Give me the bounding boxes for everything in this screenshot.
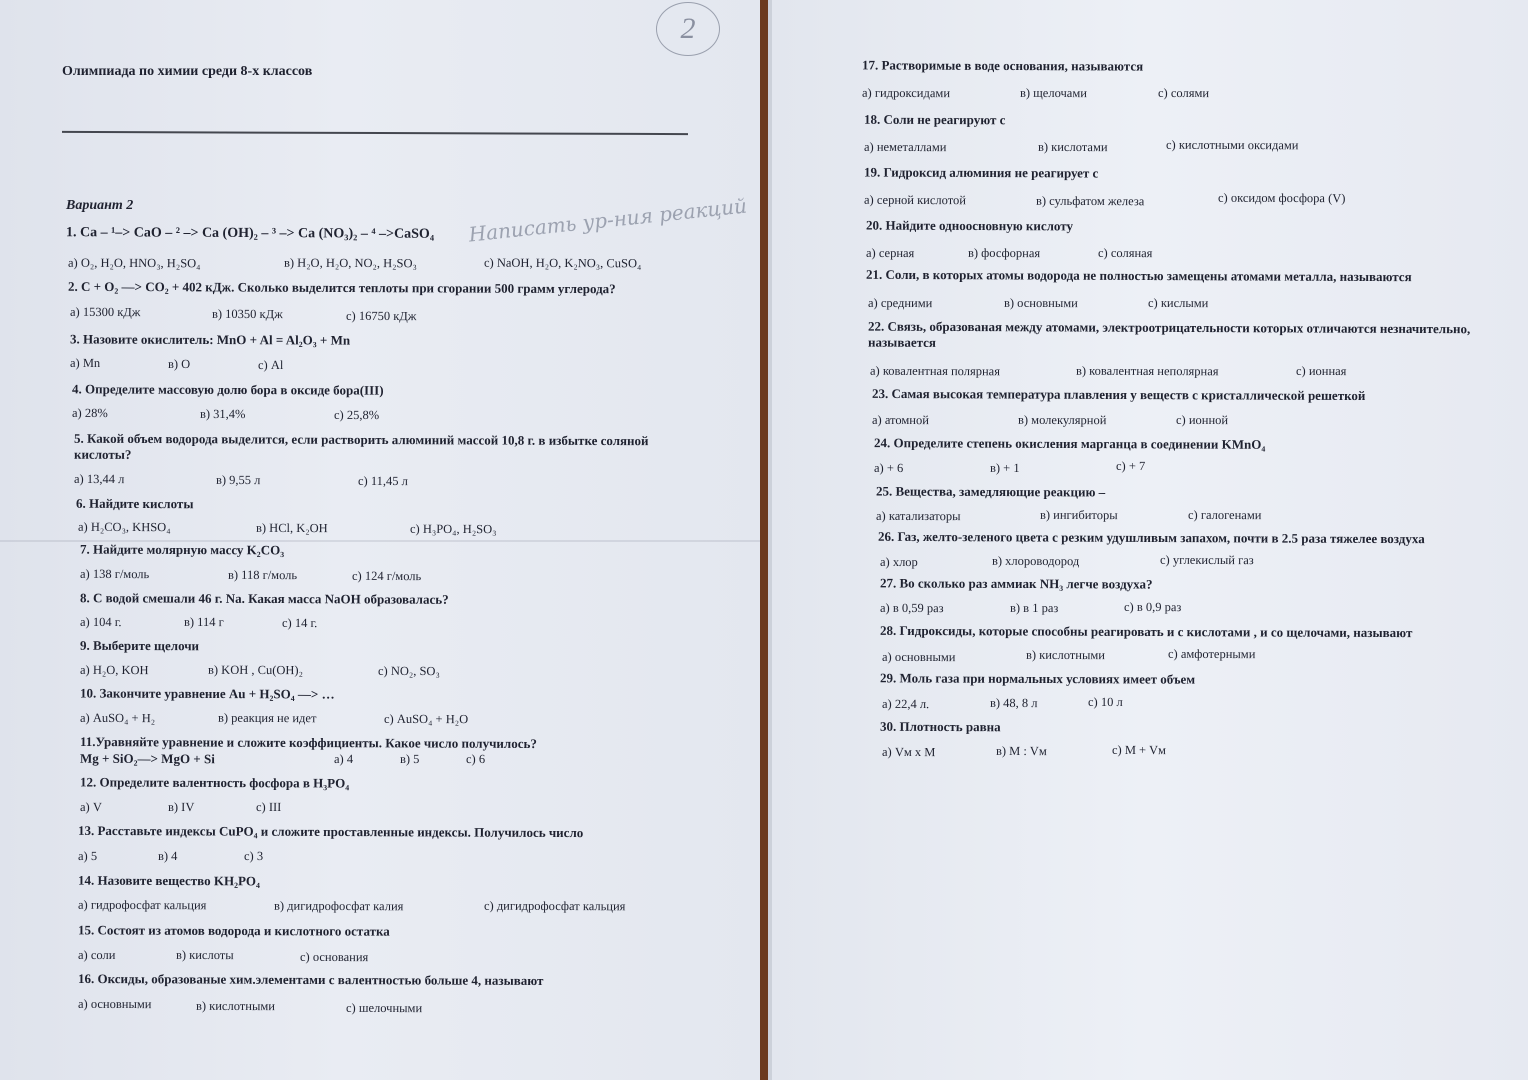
q16-option-c: с) шелочными [345, 1000, 423, 1016]
q1-option-b: в) H₂O, H₂O, NO₂, H₂SO₃ [283, 255, 417, 271]
q17-option-a: а) гидроксидами [861, 85, 951, 101]
question-10: 10. Закончите уравнение Au + H₂SO₄ —> … [79, 685, 335, 702]
q13-option-c: с) 3 [243, 848, 264, 864]
q11-option-c: с) 6 [465, 751, 486, 767]
q23-option-c: с) ионной [1175, 412, 1229, 428]
q27-option-c: с) в 0,9 раз [1123, 599, 1182, 615]
q11-option-b: в) 5 [399, 751, 420, 767]
q4-option-b: в) 31,4% [199, 406, 246, 422]
handwritten-note: Написать ур-ния реакций [467, 193, 749, 247]
question-30: 30. Плотность равна [879, 718, 1001, 735]
q2-option-c: с) 16750 кДж [345, 308, 417, 324]
q6-option-a: а) H₂CO₃, KHSO₄ [77, 519, 171, 535]
q10-option-a: а) AuSO₄ + H₂ [79, 710, 156, 726]
question-15: 15. Состоят из атомов водорода и кислотного остатка [77, 922, 390, 939]
question-3: 3. Назовите окислитель: MnO + Al = Al₂O₃ + Mn [69, 331, 351, 348]
q25-option-c: с) галогенами [1187, 507, 1262, 523]
q4-option-a: а) 28% [71, 405, 108, 421]
question-26: 26. Газ, желто-зеленого цвета с резким удушливым запахом, почти в 2.5 раза тяжелее воздуха [877, 528, 1425, 547]
right-page [768, 0, 1528, 1080]
question-27: 27. Во сколько раз аммиак NH₃ легче воздуха? [879, 575, 1153, 592]
q23-option-a: а) атомной [871, 412, 929, 428]
q1-option-a: а) O₂, H₂O, HNO₃, H₂SO₄ [67, 255, 201, 271]
q5-option-a: а) 13,44 л [73, 471, 125, 487]
q30-option-c: с) M + Vм [1111, 742, 1167, 758]
q18-option-c: с) кислотными оксидами [1165, 137, 1299, 153]
q19-option-a: а) серной кислотой [863, 192, 967, 208]
paper-edge [768, 0, 772, 1080]
q22-option-c: с) ионная [1295, 363, 1347, 379]
q12-option-c: с) III [255, 799, 282, 815]
q30-option-a: а) Vм x M [881, 744, 936, 760]
q9-option-a: а) H₂O, KOH [79, 662, 149, 678]
q14-option-c: с) дигидрофосфат кальция [483, 898, 626, 914]
q7-option-a: а) 138 г/моль [79, 566, 150, 582]
question-8: 8. С водой смешали 46 г. Na. Какая масса NaOH образовалась? [79, 590, 449, 607]
question-16: 16. Оксиды, образованые хим.элементами с валентностью больше 4, называют [77, 970, 544, 989]
q29-option-b: в) 48, 8 л [989, 695, 1038, 711]
q3-option-c: с) Al [257, 357, 284, 373]
q24-option-b: в) + 1 [989, 460, 1020, 476]
name-line [62, 131, 688, 135]
left-page [0, 0, 760, 1080]
question-11: 11.Уравняйте уравнение и сложите коэффициенты. Какое число получилось? [79, 734, 537, 751]
q15-option-c: с) основания [299, 949, 369, 965]
q14-option-a: а) гидрофосфат кальция [77, 897, 207, 913]
q3-option-a: а) Mn [69, 355, 101, 371]
q17-option-b: в) щелочами [1019, 85, 1088, 101]
q13-option-b: в) 4 [157, 848, 178, 864]
q14-option-b: в) дигидрофосфат калия [273, 898, 404, 914]
q7-option-c: с) 124 г/моль [351, 568, 422, 584]
question-7: 7. Найдите молярную массу K₂CO₃ [79, 541, 285, 558]
q29-option-a: а) 22,4 л. [881, 696, 930, 712]
q20-option-c: с) соляная [1097, 245, 1153, 261]
q1-option-c: с) NaOH, H₂O, K₂NO₃, CuSO₄ [483, 255, 642, 271]
q16-option-a: а) основными [77, 996, 152, 1012]
q8-option-b: в) 114 г [183, 614, 224, 630]
q7-option-b: в) 118 г/моль [227, 567, 298, 583]
question-25: 25. Вещества, замедляющие реакцию – [875, 483, 1106, 500]
q12-option-a: а) V [79, 799, 102, 815]
q20-option-b: в) фосфорная [967, 245, 1041, 261]
question-5: 5. Какой объем водорода выделится, если растворить алюминий массой 10,8 г. в избытке соляной кислоты? [73, 430, 649, 462]
q25-option-a: а) катализаторы [875, 508, 961, 524]
question-20: 20. Найдите одноосновную кислоту [865, 217, 1074, 234]
q5-option-b: в) 9,55 л [215, 472, 261, 488]
question-14: 14. Назовите вещество KH₂PO₄ [77, 872, 261, 889]
q27-option-a: а) в 0,59 раз [879, 600, 944, 616]
question-13: 13. Расставьте индексы CuPO₄ и сложите проставленные индексы. Получилось число [77, 822, 584, 841]
q18-option-b: в) кислотами [1037, 139, 1108, 155]
q21-option-b: в) основными [1003, 295, 1078, 311]
q26-option-b: в) хлороводород [991, 553, 1080, 569]
q15-option-b: в) кислоты [175, 947, 234, 963]
q24-option-a: а) + 6 [873, 460, 904, 476]
q25-option-b: в) ингибиторы [1039, 507, 1118, 523]
q6-option-b: в) HCl, K₂OH [255, 520, 328, 536]
question-19: 19. Гидроксид алюминия не реагирует с [863, 164, 1099, 181]
q3-option-b: в) O [167, 356, 191, 372]
q2-option-b: в) 10350 кДж [211, 306, 283, 322]
q12-option-b: в) IV [167, 799, 195, 815]
q22-option-b: в) ковалентная неполярная [1075, 363, 1219, 379]
question-29: 29. Моль газа при нормальных условиях имеет объем [879, 670, 1196, 687]
q30-option-b: в) M : Vм [995, 743, 1047, 759]
question-28: 28. Гидроксиды, которые способны реагировать и с кислотами , и со щелочами, называют [879, 622, 1413, 641]
q15-option-a: а) соли [77, 947, 116, 963]
q26-option-a: а) хлор [879, 554, 918, 570]
q29-option-c: с) 10 л [1087, 694, 1123, 710]
q4-option-c: с) 25,8% [333, 407, 380, 423]
question-2: 2. C + O₂ —> CO₂ + 402 кДж. Сколько выделится теплоты при сгорании 500 грамм углерода? [67, 278, 616, 297]
q13-option-a: а) 5 [77, 848, 98, 864]
question-21: 21. Соли, в которых атомы водорода не полностью замещены атомами металла, называются [865, 266, 1412, 285]
q18-option-a: а) неметаллами [863, 139, 947, 155]
q9-option-b: в) KOH , Cu(OH)₂ [207, 662, 304, 678]
page-title: Олимпиада по химии среди 8-х классов [62, 64, 313, 79]
q26-option-c: с) углекислый газ [1159, 552, 1254, 568]
question-18: 18. Соли не реагируют с [863, 111, 1006, 128]
q28-option-c: с) амфотерными [1167, 646, 1256, 662]
q27-option-b: в) в 1 раз [1009, 600, 1059, 616]
q9-option-c: с) NO₂, SO₃ [377, 663, 440, 679]
question-6: 6. Найдите кислоты [75, 495, 194, 512]
q28-option-a: а) основными [881, 649, 956, 665]
q21-option-a: а) средними [867, 295, 933, 311]
question-4: 4. Определите массовую долю бора в оксиде бора(III) [71, 381, 384, 398]
question-12: 12. Определите валентность фосфора в H₃PO₄ [79, 774, 350, 791]
question-23: 23. Самая высокая температура плавления у веществ с кристаллической решеткой [871, 385, 1366, 404]
question-1: 1. Ca – ¹–> CaO – ² –> Ca (OH)₂ – ³ –> Ca (NO₃)₂ – ⁴ –>CaSO₄ [65, 225, 435, 242]
q23-option-b: в) молекулярной [1017, 412, 1107, 428]
variant-label: Вариант 2 [66, 198, 134, 213]
q10-option-c: с) AuSO₄ + H₂O [383, 711, 469, 727]
q28-option-b: в) кислотными [1025, 647, 1106, 663]
q2-option-a: а) 15300 кДж [69, 304, 141, 320]
q24-option-c: с) + 7 [1115, 458, 1146, 474]
q17-option-c: с) солями [1157, 85, 1210, 101]
q8-option-c: с) 14 г. [281, 615, 318, 631]
q8-option-a: а) 104 г. [79, 614, 122, 630]
q11-equation: Mg + SiO₂—> MgO + Si [79, 750, 215, 767]
circled-page-number: 2 [656, 2, 720, 56]
q19-option-c: с) оксидом фосфора (V) [1217, 190, 1346, 206]
question-22: 22. Связь, образованая между атомами, электроотрицательности которых отличаются незначительно, называется [867, 318, 1471, 350]
q21-option-c: с) кислыми [1147, 295, 1209, 311]
q19-option-b: в) сульфатом железа [1035, 193, 1145, 209]
question-9: 9. Выберите щелочи [79, 637, 200, 654]
q11-option-a: а) 4 [333, 751, 354, 767]
q22-option-a: а) ковалентная полярная [869, 363, 1001, 379]
q20-option-a: а) серная [865, 245, 915, 261]
q5-option-c: с) 11,45 л [357, 473, 408, 489]
question-24: 24. Определите степень окисления марганца в соединении KMnO₄ [873, 435, 1266, 452]
q6-option-c: с) H₃PO₄, H₂SO₃ [409, 521, 497, 537]
question-17: 17. Растворимые в воде основания, называются [861, 57, 1144, 74]
q16-option-b: в) кислотными [195, 998, 276, 1014]
q10-option-b: в) реакция не идет [217, 710, 317, 726]
